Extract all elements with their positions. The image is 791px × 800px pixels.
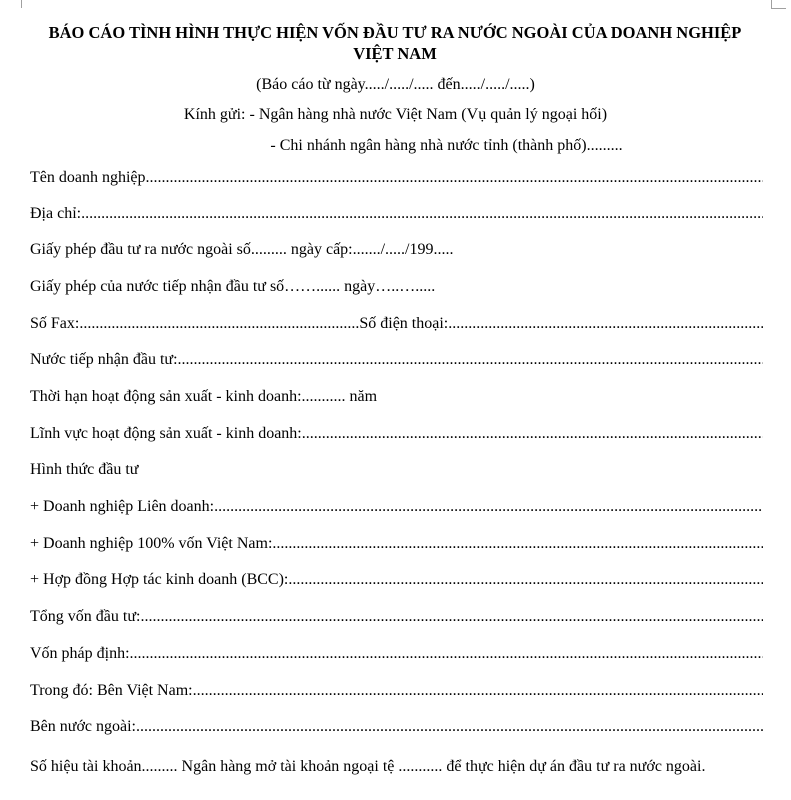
field-company-name-label: Tên doanh nghiệp (30, 169, 146, 186)
field-legal-capital-label: Vốn pháp định: (30, 645, 130, 662)
field-host-country (30, 350, 763, 370)
field-host-license: Giấy phép của nước tiếp nhận đầu tư số……...... ngày…..…..... (30, 278, 436, 295)
field-business-field-label: Lĩnh vực hoạt động sản xuất - kinh doanh: (30, 425, 302, 442)
fill-dots (146, 168, 763, 188)
field-foreign-side (30, 717, 763, 737)
field-address-label: Địa chỉ: (30, 205, 82, 222)
fill-dots (136, 717, 763, 737)
field-fax-phone (30, 314, 763, 334)
fill-dots (140, 607, 763, 627)
fill-dots (81, 204, 763, 224)
field-fax-label: Số Fax:...................................................................... (30, 315, 360, 332)
field-bcc (30, 570, 763, 590)
field-legal-capital (30, 644, 763, 664)
field-vietnam-side-label: Trong đó: Bên Việt Nam: (30, 682, 193, 699)
field-fully-owned (30, 534, 763, 554)
recipient-line-1: Kính gửi: - Ngân hàng nhà nước Việt Nam (Vụ quản lý ngoại hối) (183, 106, 608, 123)
fill-dots (448, 314, 763, 334)
fill-dots (302, 424, 763, 444)
field-joint-venture (30, 497, 763, 517)
field-joint-venture-label: + Doanh nghiệp Liên doanh: (30, 498, 215, 515)
field-phone-label: Số điện thoại: (359, 315, 449, 332)
field-bcc-label: + Hợp đồng Hợp tác kinh doanh (BCC): (30, 571, 289, 588)
report-period: (Báo cáo từ ngày...../...../..... đến...../...../.....) (256, 76, 535, 93)
field-company-name (30, 168, 763, 188)
fill-dots (214, 497, 763, 517)
field-vietnam-side (30, 681, 763, 701)
field-foreign-side-label: Bên nước ngoài: (30, 718, 136, 735)
field-fully-owned-label: + Doanh nghiệp 100% vốn Việt Nam: (30, 535, 273, 552)
fill-dots (288, 570, 763, 590)
field-total-capital-label: Tổng vốn đầu tư: (30, 608, 141, 625)
fill-dots (193, 681, 763, 701)
field-outbound-license: Giấy phép đầu tư ra nước ngoài số......... ngày cấp:......./...../199..... (30, 241, 454, 258)
field-host-country-label: Nước tiếp nhận đầu tư: (30, 351, 178, 368)
field-total-capital (30, 607, 763, 627)
recipient-line-2: - Chi nhánh ngân hàng nhà nước tỉnh (thành phố)......... (270, 137, 623, 154)
report-title: BÁO CÁO TÌNH HÌNH THỰC HIỆN VỐN ĐẦU TƯ RA NƯỚC NGOÀI CỦA DOANH NGHIỆP VIỆT NAM (48, 23, 742, 63)
fill-dots (178, 350, 763, 370)
page-corner-mark-left (21, 0, 22, 8)
fill-dots (272, 534, 763, 554)
field-business-field (30, 424, 763, 444)
field-account-info: Số hiệu tài khoản......... Ngân hàng mở tài khoản ngoại tệ ........... để thực hiện dự án đầu tư ra nước ngoài. (30, 758, 706, 775)
page-corner-mark-right (771, 0, 786, 9)
section-investment-form: Hình thức đầu tư (30, 461, 139, 478)
field-address (30, 204, 763, 224)
field-duration: Thời hạn hoạt động sản xuất - kinh doanh:........... năm (30, 388, 378, 405)
fill-dots (130, 644, 763, 664)
